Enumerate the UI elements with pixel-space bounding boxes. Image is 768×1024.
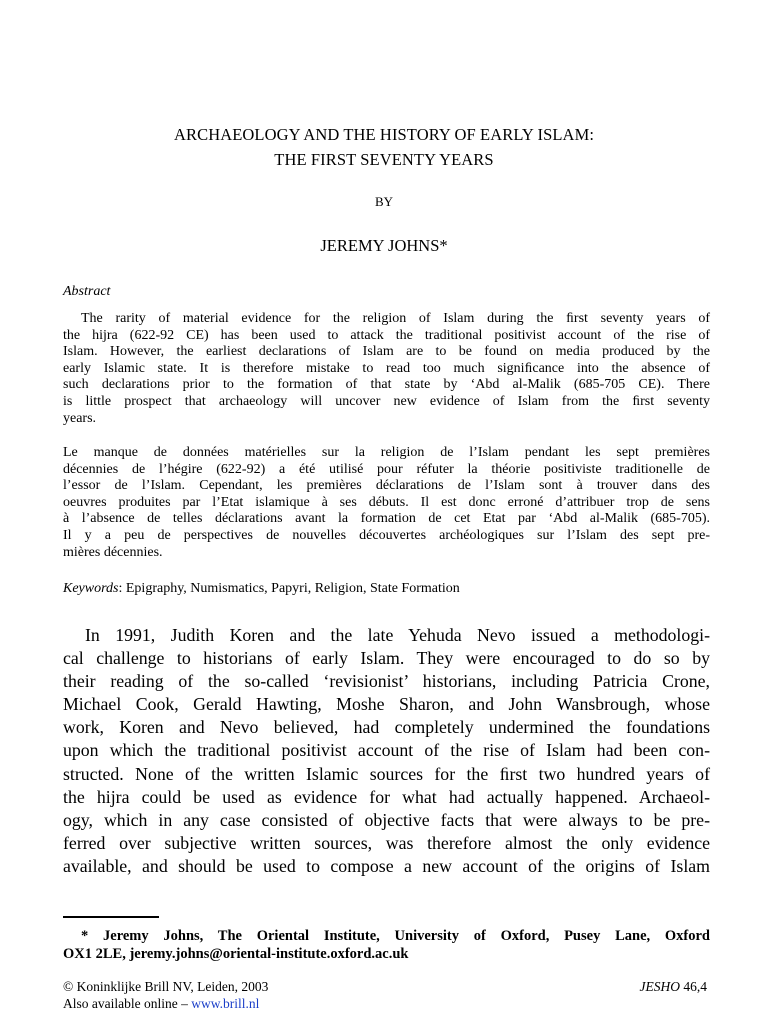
abstract-fr-line: l’essor de l’Islam. Cependant, les premières déclarations de l’Islam sont à trouver dans des: [63, 478, 710, 494]
body-line: their reading of the so-called ‘revisionist’ historians, including Patricia Crone,: [63, 671, 710, 692]
online-availability: [63, 995, 268, 1012]
abstract-fr-line: oeuvres produites par l’Etat islamique à ses débuts. Il est donc erroné d’attribuer trop de sens: [63, 494, 710, 510]
abstract-heading: Abstract: [63, 284, 111, 299]
journal-name: JESHO: [639, 979, 680, 994]
copyright-notice: © Koninklijke Brill NV, Leiden, 2003: [63, 979, 269, 994]
abstract-en-line: The rarity of material evidence for the religion of Islam during the ﬁrst seventy years of: [81, 311, 710, 326]
abstract-en-line: Islam. However, the earliest declarations of Islam are to be found on media produced by the: [63, 344, 710, 360]
body-line: ogy, which in any case consisted of objective facts that were always to be pre-: [63, 809, 710, 830]
body-paragraph: [63, 624, 710, 878]
body-line: In 1991, Judith Koren and the late Yehuda Nevo issued a methodologi-: [85, 625, 710, 645]
abstract-fr-line: à l’absence de telles déclarations avant la formation de cet Etat par ‘Abd al-Malik (685-705).: [63, 511, 710, 527]
online-prefix: Also available online –: [63, 996, 192, 1011]
abstract-fr-line: décennies de l’hégire (622-92) a été utilisé pour réfuter la théorie positiviste traditionelle de: [63, 461, 710, 477]
keywords-label: Keywords: [63, 581, 119, 596]
footnote-line-1: * Jeremy Johns, The Oriental Institute, University of Oxford, Pusey Lane, Oxford: [81, 928, 710, 944]
body-line: cal challenge to historians of early Islam. They were encouraged to do so by: [63, 648, 710, 669]
journal-volume: 46,4: [680, 979, 707, 994]
author-name: JEREMY JOHNS*: [320, 236, 448, 255]
author-footnote: [63, 927, 710, 963]
abstract-en-line: the hijra (622-92 CE) has been used to attack the traditional positivist account of the rise of: [63, 327, 710, 343]
abstract-fr-line: Il y a peu de perspectives de nouvelles découvertes archéologiques sur l’Islam des sept pre-: [63, 527, 710, 543]
body-line: available, and should be used to compose a new account of the origins of Islam: [63, 855, 710, 876]
byline-by: BY: [374, 194, 394, 209]
footnote-line-2: OX1 2LE, jeremy.johns@oriental-institute.oxford.ac.uk: [63, 946, 409, 962]
abstract-en-line: years.: [63, 410, 97, 426]
body-line: work, Koren and Nevo believed, had completely undermined the foundations: [63, 717, 710, 738]
journal-citation: [640, 978, 708, 995]
body-line: structed. None of the written Islamic sources for the ﬁrst two hundred years of: [63, 763, 710, 784]
abstract-en-line: is little prospect that archaeology will uncover new evidence of Islam from the ﬁrst seventy: [63, 393, 710, 409]
keywords-list: : Epigraphy, Numismatics, Papyri, Religion, State Formation: [118, 581, 460, 596]
abstract-english: [63, 311, 710, 427]
footnote-divider: [63, 916, 159, 918]
title-line-1: ARCHAEOLOGY AND THE HISTORY OF EARLY ISLAM:: [173, 125, 595, 144]
abstract-fr-line: mières décennies.: [63, 544, 163, 560]
body-line: ferred over subjective written sources, was therefore almost the only evidence: [63, 832, 710, 853]
keywords: [63, 581, 460, 597]
abstract-french: [63, 445, 710, 561]
article-title: [60, 122, 708, 172]
abstract-fr-line: Le manque de données matérielles sur la religion de l’Islam pendant les sept premières: [63, 445, 710, 460]
title-line-2: THE FIRST SEVENTY YEARS: [274, 150, 494, 169]
body-line: upon which the traditional positivist account of the rise of Islam had been con-: [63, 740, 710, 761]
publisher-link[interactable]: www.brill.nl: [191, 996, 260, 1011]
body-line: Michael Cook, Gerald Hawting, Moshe Sharon, and John Wansbrough, whose: [63, 694, 710, 715]
abstract-en-line: such declarations prior to the formation of that state by ‘Abd al-Malik (685-705 CE). There: [63, 377, 710, 393]
abstract-en-line: early Islamic state. It is therefore mistake to read too much signiﬁcance into the absence of: [63, 360, 710, 376]
body-line: the hijra could be used as evidence for what had actually happened. Archaeol-: [63, 786, 710, 807]
publisher-info: [63, 978, 268, 1012]
